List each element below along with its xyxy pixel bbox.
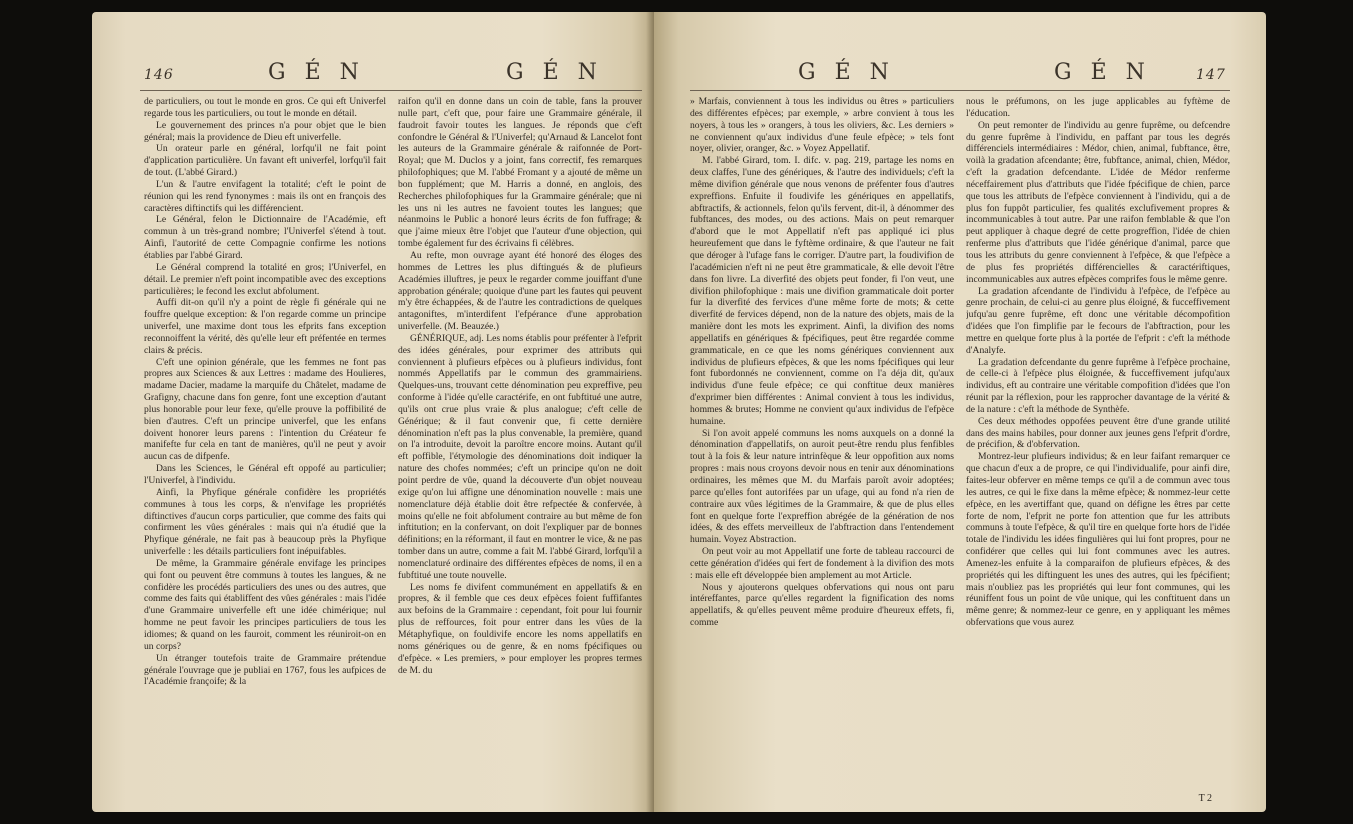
paragraph: Le Général, felon le Dictionnaire de l'Académie, eft commun à un très-grand nombre; l'Univerfel s'étend à tout. Ainfi, l'autorité de cette Compagnie confirme les notions établies par l'abbé Girard. [144,214,386,261]
paragraph: Un orateur parle en général, lorfqu'il ne fait point d'application particulière. Un favant eft univerfel, lorfqu'il fait de tout. (L'abbé Girard.) [144,143,386,179]
signature-mark: T 2 [1198,793,1212,804]
right-column-1 [690,96,954,804]
paragraph: Dans les Sciences, le Général eft oppofé au particulier; l'Univerfel, à l'individu. [144,463,386,486]
paragraph: Ainfi, la Phyfique générale confidère les propriétés communes à tous les corps, & n'envifage les propriétés diftinctives d'aucun corps particulier, que comme des faits qui confirment les vûes générales : mais qui n'a étudié que la Phyfique générale, ne fait pas à beaucoup près la Phyfique univerfelle : les détails particuliers font inépuifables. [144,486,386,558]
paragraph: Si l'on avoit appelé communs les noms auxquels on a donné la dénomination d'appellatifs, on auroit peut-être rendu plus fenfibles tout à la fois & leur nature intrinfèque & leur oppofition aux noms propres : mais nous croyons devoir nous en tenir aux dénominations ordinaires, les mêmes que M. du Marfais paroît avoir adoptées; parce qu'elles font autorifées par un ufage, qui au fond n'a rien de contraire aux vûes légitimes de la Grammaire, & que de plus elles font en quelque forte l'expreffion abrégée de la génération de nos idées, & des effets merveilleux de l'abftraction dans l'entendement humain. Voyez Abstraction. [690,427,954,546]
paragraph: Les noms fe divifent communément en appellatifs & en propres, & il femble que ces deux efpèces foient fuffifantes aux befoins de la Grammaire : cependant, foit pour lui fournir plus de reffources, foit pour entrer dans les vûes de la Métaphyfique, on fouldivife encore les noms appellatifs en noms génériques ou de genre, & en noms fpécifiques ou d'efpèce. « Les premiers, » pour employer les propres termes de M. du [398,581,642,676]
right-page [654,12,1266,812]
right-column-2 [966,96,1230,804]
paragraph: Le Général comprend la totalité en gros; l'Univerfel, en détail. Le premier n'eft point incompatible avec des exceptions particulières; le fecond les exclut abfolument. [144,261,386,297]
paragraph: Nous y ajouterons quelques obfervations qui nous ont paru intéreffantes, parce qu'elles regardent la fignification des noms appellatifs, & qu'elles peuvent même produire d'heureux effets, fi, comme [690,581,954,629]
paragraph: M. l'abbé Girard, tom. I. difc. v. pag. 219, partage les noms en deux claffes, l'une des génériques, & l'autre des individuels; c'eft la même divifion générale que nous venons de préfenter fous d'autres expreffions. Enfuite il foudivife les génériques en appellatifs, abftractifs, & actionnels, felon qu'ils fervent, dit-il, à dénommer des fubftances, des modes, ou des actions. Mais on peut remarquer d'abord que le mot Appellatif n'eft pas appliqué ici plus heureufement que dans le fyftème ordinaire, & que l'auteur ne fait que déroger à l'ufage fans le corriger. D'autre part, la foudivifion de l'académicien n'eft ni ne peut être grammaticale, & elle devoit l'être dans fon livre. La diverfité des objets peut fonder, fi l'on veut, une divifion philofophique : mais une divifion grammaticale doit porter fur la diverfité des fervices d'une même forte de mots; & cette diverfité de fervices dépend, non de la nature des objets, mais de la manière dont les mots les expriment. Ainfi, la divifion des noms appellatifs en génériques & fpécifiques, peut être regardée comme grammaticale, en ce que les noms génériques conviennent aux individus de plufieurs efpèces, & que les noms fpécifiques qui leur font fubordonnés ne conviennent, comme on l'a déja dit, qu'aux individus d'une feule efpèce; ce qui conftitue deux manières d'exprimer bien différentes : Animal convient à tous les individus, hommes & brutes; Homme ne convient qu'aux individus de l'efpèce humaine. [690,155,954,427]
paragraph: Le gouvernement des princes n'a pour objet que le bien général; mais la providence de Dieu eft univerfelle. [144,119,386,143]
left-column-2 [398,96,642,804]
right-running-head-1: G É N [798,60,895,85]
left-page-number: 146 [144,67,174,83]
paragraph: On peut remonter de l'individu au genre fuprême, ou defcendre du genre fuprême à l'individu, en paffant par tous les degrés différenciels intermédiaires : Médor, chien, animal, fubftance, être, voilà la gradation afcendante; être, fubftance, animal, chien, Médor, c'eft la gradation defcendante. L'idée de Médor renferme néceffairement plus d'attributs que l'idée fpécifique de chien, parce que tous les attributs de l'efpèce conviennent à l'individu, qui a de plus fon fuppôt particulier, fes qualités exclufivement propres & incommunicables à tout autre. Par une raifon femblable & que l'on peut appliquer à chaque degré de cette progreffion, l'idée de chien renferme plus d'attributs que l'idée générique d'animal, parce que tous les attributs du genre conviennent à l'efpèce, & que l'efpèce a de plus fes propriétés différencielles & caractériftiques, incommunicables aux autres efpèces comprifes fous le même genre. [966,119,1230,285]
paragraph: raifon qu'il en donne dans un coin de table, fans la prouver nulle part, c'eft que, pour faire une Grammaire générale, il faudroit favoir toutes les langues. Je réponds que c'eft confondre le Général & l'Univerfel; qu'Arnaud & Lancelot font les auteurs de la Grammaire générale & raifonnée de Port-Royal; que M. Duclos y a joint, fans correctif, fes remarques philofophiques; que M. l'abbé Fromant y a ajouté de même un bon fupplément; que M. Harris a donné, en anglois, des Recherches philofophiques fur la Grammaire générale; que ni les uns ni les autres ne favoient toutes les langues; que néanmoins le Public a honoré leurs écrits de fon fuffrage; & que j'aime mieux être l'objet que l'auteur d'une objection, qui tombe également fur des écrivains fi célèbres. [398,96,642,250]
paragraph: On peut voir au mot Appellatif une forte de tableau raccourci de cette génération d'idées qui fert de fondement à la divifion des mots : mais elle eft développée bien amplement au mot Article. [690,546,954,581]
paragraph: C'eft une opinion générale, que les femmes ne font pas propres aux Sciences & aux Lettres : madame des Houlieres, madame Dacier, madame la marquife du Châtelet, madame de Grafigny, chacune dans fon genre, font une exception d'autant plus honorable pour leur fexe, qu'elle prouve la poffibilité de bien d'autres. C'eft un principe univerfel, que les enfans doivent honorer leurs parens : l'intention du Créateur fe manifefte fur cela en tant de manières, qu'il ne peut y avoir aucun cas de difpenfe. [144,356,386,463]
paragraph: L'un & l'autre envifagent la totalité; c'eft le point de réunion qui les rend fynonymes : mais ils ont en françois des caractères diftinctifs qui les différencient. [144,178,386,214]
paragraph: de particuliers, ou tout le monde en gros. Ce qui eft Univerfel regarde tous les particuliers, ou tout le monde en détail. [144,96,386,119]
paragraph: GÉNÉRIQUE, adj. Les noms établis pour préfenter à l'efprit des idées générales, pour exprimer des attributs qui conviennent à plufieurs efpèces ou à plufieurs individus, font nommés Appellatifs par le commun des grammairiens. Quelques-uns, trouvant cette dénomination peu expreffive, peu conforme à l'idée qu'elle caractérife, en ont fubftitué une autre, qu'ils ont crue plus vraie & plus analogue; c'eft celle de Générique; & il faut convenir que, fi cette dernière dénomination n'eft pas la plus convenable, la première, quand on l'a introduite, devoit la paroître encore moins. Autant qu'il eft poffible, l'étymologie des dénominations doit indiquer la nature des chofes nommées; c'eft un principe qu'on ne doit point perdre de vûe, quand la découverte d'un objet nouveau exige qu'on lui affigne une dénomination nouvelle : mais une nomenclature déjà établie doit être refpectée & confervée, à moins qu'elle ne foit abfolument contraire au but même de fon inftitution; en la confervant, on doit l'expliquer par de bonnes définitions; en la réformant, il faut en montrer le vice, & ne pas tomber dans un autre, comme a fait M. l'abbé Girard, lorfqu'il a nomenclaturé ordinaire des différentes efpèces de noms, il en a fubftitué une toute nouvelle. [398,332,642,581]
paragraph: nous le préfumons, on les juge applicables au fyftème de l'éducation. [966,96,1230,119]
paragraph: La gradation afcendante de l'individu à l'efpèce, de l'efpèce au genre prochain, de celui-ci au genre plus éloigné, & fucceffivement jufqu'au genre fuprême, eft donc une véritable décompofition d'idées que l'on fimplifie par le fecours de l'abftraction, pour les mettre en quelque forte plus à la portée de l'efprit : c'eft la méthode d'Analyfe. [966,285,1230,356]
paragraph: Auffi dit-on qu'il n'y a point de règle fi générale qui ne fouffre quelque exception: & l'on regarde comme un principe univerfel, une maxime dont tous les efprits fans exception reconnoiffent la vérité, dès qu'elle leur eft préfentée en termes clairs & précis. [144,297,386,356]
paragraph: Montrez-leur plufieurs individus; & en leur faifant remarquer ce que chacun d'eux a de propre, ce qui l'individualife, pour ainfi dire, faites-leur obferver en même temps ce qu'il a de commun avec tous les autres, ce qui le fixe dans la même efpèce; & nommez-leur cette efpèce, en les avertiffant que, quand on défigne les êtres par cette forte de nom, l'efprit ne porte fon attention que fur les attributs communs à toute l'efpèce, & qu'il tire en quelque forte hors de l'idée totale de l'individu les idées fingulières qui lui font propres, pour ne confidérer que celles qui lui font communes avec les autres. Amenez-les enfuite à la comparaifon de plufieurs efpèces, & des propriétés qui les diftinguent les unes des autres, qui les fpécifient; mais n'oubliez pas les propriétés qui leur font communes, qui les réuniffent fous un point de vûe unique, qui les conftituent dans un même genre; & nommez-leur ce genre, en y appliquant les mêmes obfervations que vous aurez [966,451,1230,629]
left-column-1 [144,96,386,804]
left-head-rule [140,90,642,91]
right-head-rule [690,90,1230,91]
paragraph: Au refte, mon ouvrage ayant été honoré des éloges des hommes de Lettres les plus diftingués & de plufieurs Académies illuftres, je peux le regarder comme jouiffant d'une approbation générale; quoique d'une part les fautes qui peuvent m'y être échappées, & de l'autre les contradictions de quelques antagoniftes, m'interdifent l'efpérance d'une approbation univerfelle. (M. Beauzée.) [398,249,642,333]
paragraph: La gradation defcendante du genre fuprême à l'efpèce prochaine, de celle-ci à l'efpèce plus éloignée, & fucceffivement jufqu'aux individus, eft au contraire une véritable compofition d'idées que l'on réunit par la réflexion, pour les rapprocher davantage de la vérité & de la nature : c'eft la méthode de Synthèfe. [966,356,1230,415]
paragraph: » Marfais, conviennent à tous les individus ou êtres » particuliers des différentes efpèces; par exemple, » arbre convient à tous les noyers, à tous les » orangers, à tous les oliviers, &c. Les derniers » ne conviennent qu'aux individus d'une feule efpèce; » tels font noyer, olivier, oranger, &c. » Voyez Appellatif. [690,96,954,155]
paragraph: Un étranger toutefois traite de Grammaire prétendue générale l'ouvrage que je publiai en 1767, fous les aufpices de l'Académie françoife; & la [144,652,386,688]
paragraph: De même, la Grammaire générale envifage les principes qui font ou peuvent être communs à toutes les langues, & ne confidère les procédés particuliers des unes ou des autres, que comme des faits qui établiffent des vûes générales : mais l'idée d'une Grammaire univerfelle eft une idée chimérique; nul homme ne peut favoir les principes particuliers de tous les idiomes; & quand on les fauroit, comment les réuniroit-on en un corps? [144,557,386,652]
left-page [92,12,654,812]
right-page-number: 147 [1196,67,1226,83]
paragraph: Ces deux méthodes oppofées peuvent être d'une grande utilité dans des mains habiles, pour donner aux jeunes gens l'efprit d'ordre, de précifion, & d'obfervation. [966,415,1230,451]
right-running-head-2: G É N [1054,60,1151,85]
left-running-head-2: G É N [506,60,603,85]
left-running-head-1: G É N [268,60,365,85]
